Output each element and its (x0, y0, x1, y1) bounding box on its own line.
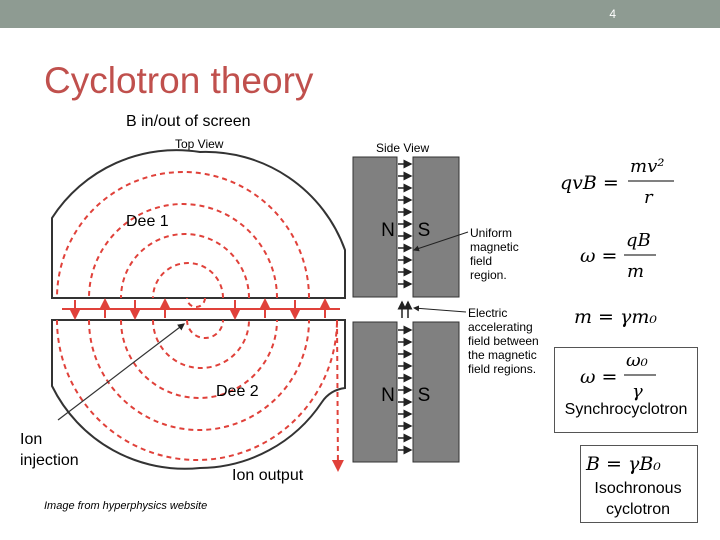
equation-mass: m = γm₀ (574, 306, 658, 328)
dee-2-label: Dee 2 (216, 383, 259, 400)
ion-output-label: Ion output (232, 467, 304, 484)
electric-field-note: Electric accelerating field between the magnetic field regions. (468, 306, 539, 376)
side-view-label: Side View (376, 141, 430, 155)
dee-1-label: Dee 1 (126, 213, 169, 230)
image-credit: Image from hyperphysics website (44, 500, 208, 512)
page-number: 4 (609, 7, 616, 21)
svg-text:qB: qB (626, 230, 651, 251)
svg-text:r: r (644, 187, 653, 208)
slide-title: Cyclotron theory (44, 60, 314, 101)
svg-text:ω =: ω = (580, 366, 618, 388)
south-pole-upper: S (417, 220, 431, 241)
top-view-label: Top View (175, 137, 224, 151)
north-pole-upper: N (381, 220, 395, 241)
uniform-field-note: Uniform magnetic field region. (470, 226, 519, 282)
north-pole-lower: N (381, 385, 395, 406)
svg-text:m: m (627, 261, 645, 282)
isochronous-label: Isochronous cyclotron (594, 480, 682, 518)
svg-text:B = γB₀: B = γB₀ (586, 453, 661, 475)
svg-text:γ: γ (632, 381, 643, 402)
svg-text:qvB =: qvB = (560, 172, 619, 194)
b-field-label: B in/out of screen (126, 113, 251, 130)
synchrocyclotron-label: Synchrocyclotron (564, 401, 688, 418)
svg-text:mv²: mv² (630, 156, 665, 177)
svg-text:ω =: ω = (580, 245, 618, 267)
ion-injection-label: Ion injection (20, 431, 79, 469)
south-pole-lower: S (417, 385, 431, 406)
svg-text:ω₀: ω₀ (626, 350, 648, 371)
